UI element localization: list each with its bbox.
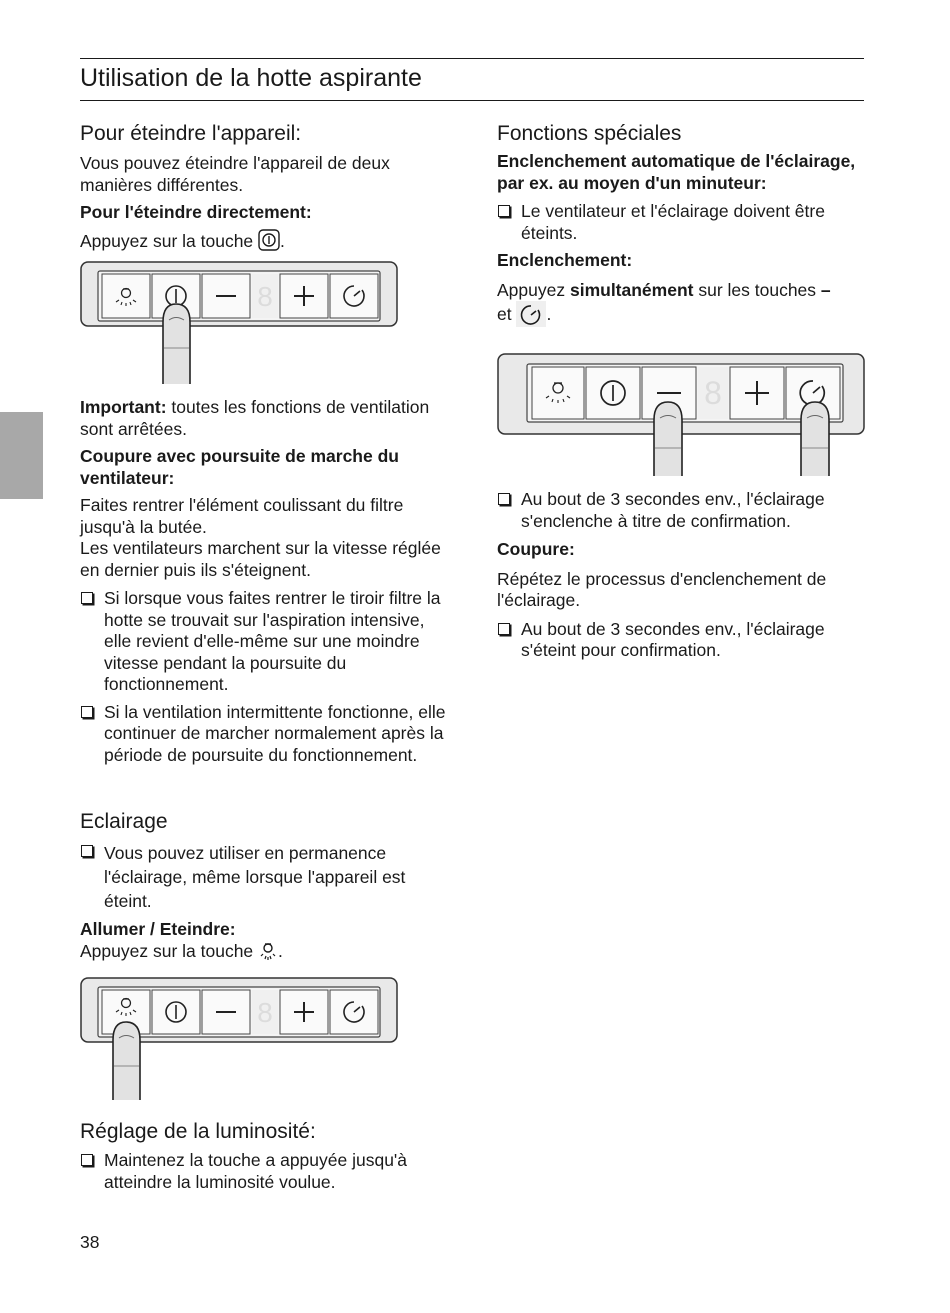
finger-icon: [113, 1022, 140, 1100]
power-icon: [586, 367, 640, 419]
switch-on-text-a: Appuyez: [497, 279, 570, 300]
switch-on-line: [497, 280, 865, 302]
digit-display-icon: [698, 367, 728, 419]
light-switch-end: .: [278, 940, 283, 961]
important-note: [80, 397, 450, 440]
switch-on-label: Enclenchement:: [497, 250, 633, 270]
page-number: 38: [80, 1232, 100, 1252]
section-tab: [0, 412, 43, 499]
auto-light-bullet: Le ventilateur et l'éclairage doivent être éteints.: [497, 201, 865, 244]
light-switch-text: Appuyez sur la touche: [80, 940, 254, 961]
left-column-middle: [80, 397, 450, 772]
off-direct-end: .: [280, 230, 285, 251]
light-icon: [102, 274, 150, 318]
off-direct-line: [80, 229, 450, 253]
finger-icon: [163, 304, 190, 384]
off-direct-label: Pour l'éteindre directement:: [80, 202, 312, 222]
control-panel-minus-timer: [497, 352, 867, 477]
right-column-top: [497, 121, 865, 332]
timer-icon: [516, 301, 546, 327]
off-direct-text: Appuyez sur la touche: [80, 230, 254, 251]
page-title: Utilisation de la hotte aspirante: [80, 64, 422, 92]
timer-icon: [330, 274, 378, 318]
minus-icon: [202, 990, 250, 1034]
light-switch-line: [80, 941, 450, 963]
title-rule: [80, 100, 864, 101]
light-heading: Eclairage: [80, 810, 168, 833]
runon-text1: Faites rentrer l'élément coulissant du filtre jusqu'à la butée.: [80, 495, 404, 537]
left-column-top: [80, 121, 450, 257]
light-icon: [532, 367, 584, 419]
runon-heading: Coupure avec poursuite de marche du ventilateur:: [80, 446, 399, 488]
left-column-brightness: [80, 1119, 450, 1199]
switch-on-end: .: [546, 304, 552, 324]
runon-bullet-1: Si lorsque vous faites rentrer le tiroir filtre la hotte se trouvait sur l'aspiration intensive, elle revient d'elle-même sur une moindre vitesse pendant la poursuite du fonctionnement.: [80, 588, 450, 696]
switch-off-bullet: Au bout de 3 secondes env., l'éclairage s'éteint pour confirmation.: [497, 619, 865, 662]
switch-off-label: Coupure:: [497, 539, 575, 559]
control-panel-power: [80, 260, 400, 385]
switch-on-bold: simultanément: [569, 279, 694, 300]
switch-on-text-c: et: [497, 304, 512, 324]
left-column-lighting: [80, 809, 450, 967]
important-label: Important:: [80, 397, 167, 417]
runon-text2: Les ventilateurs marchent sur la vitesse réglée en dernier puis ils s'éteignent.: [80, 538, 441, 580]
important-text: toutes les fonctions de ventilation sont arrêtées.: [80, 397, 430, 439]
auto-light-heading: Enclenchement automatique de l'éclairage, par ex. au moyen d'un minuteur:: [497, 151, 856, 193]
plus-icon: [280, 274, 328, 318]
off-intro: Vous pouvez éteindre l'appareil de deux manières différentes.: [80, 153, 390, 195]
switch-off-text: Répétez le processus d'enclenchement de l'éclairage.: [497, 568, 827, 610]
svg-text:8: 8: [257, 281, 273, 312]
top-rule: [80, 58, 864, 59]
power-icon: [152, 990, 200, 1034]
switch-on-line-2: [497, 301, 865, 327]
brightness-heading: Réglage de la luminosité:: [80, 1120, 316, 1143]
confirm-bullet: Au bout de 3 secondes env., l'éclairage s'enclenche à titre de confirmation.: [497, 489, 865, 532]
light-icon: [258, 941, 278, 961]
switch-on-dash: –: [820, 279, 831, 300]
light-bullet: Vous pouvez utiliser en permanence l'éclairage, même lorsque l'appareil est éteint.: [80, 841, 450, 913]
special-heading: Fonctions spéciales: [497, 122, 682, 145]
light-switch-label: Allumer / Eteindre:: [80, 919, 236, 939]
finger-icon: [801, 402, 829, 476]
brightness-bullet: Maintenez la touche a appuyée jusqu'à atteindre la luminosité voulue.: [80, 1150, 450, 1193]
runon-bullet-2: Si la ventilation intermittente fonctionne, elle continuer de marcher normalement après la période de poursuite du fonctionnement.: [80, 702, 450, 767]
timer-icon: [330, 990, 378, 1034]
digit-display-icon: [252, 274, 278, 318]
svg-text:8: 8: [704, 375, 722, 411]
finger-icon: [654, 402, 682, 476]
power-icon: [258, 229, 280, 251]
switch-on-text-b: sur les touches: [693, 279, 821, 300]
plus-icon: [280, 990, 328, 1034]
plus-icon: [730, 367, 784, 419]
minus-icon: [202, 274, 250, 318]
off-heading: Pour éteindre l'appareil:: [80, 122, 302, 145]
control-panel-light: [80, 976, 400, 1101]
svg-text:8: 8: [257, 997, 273, 1028]
right-column-bottom: [497, 489, 865, 668]
digit-display-icon: [252, 990, 278, 1034]
